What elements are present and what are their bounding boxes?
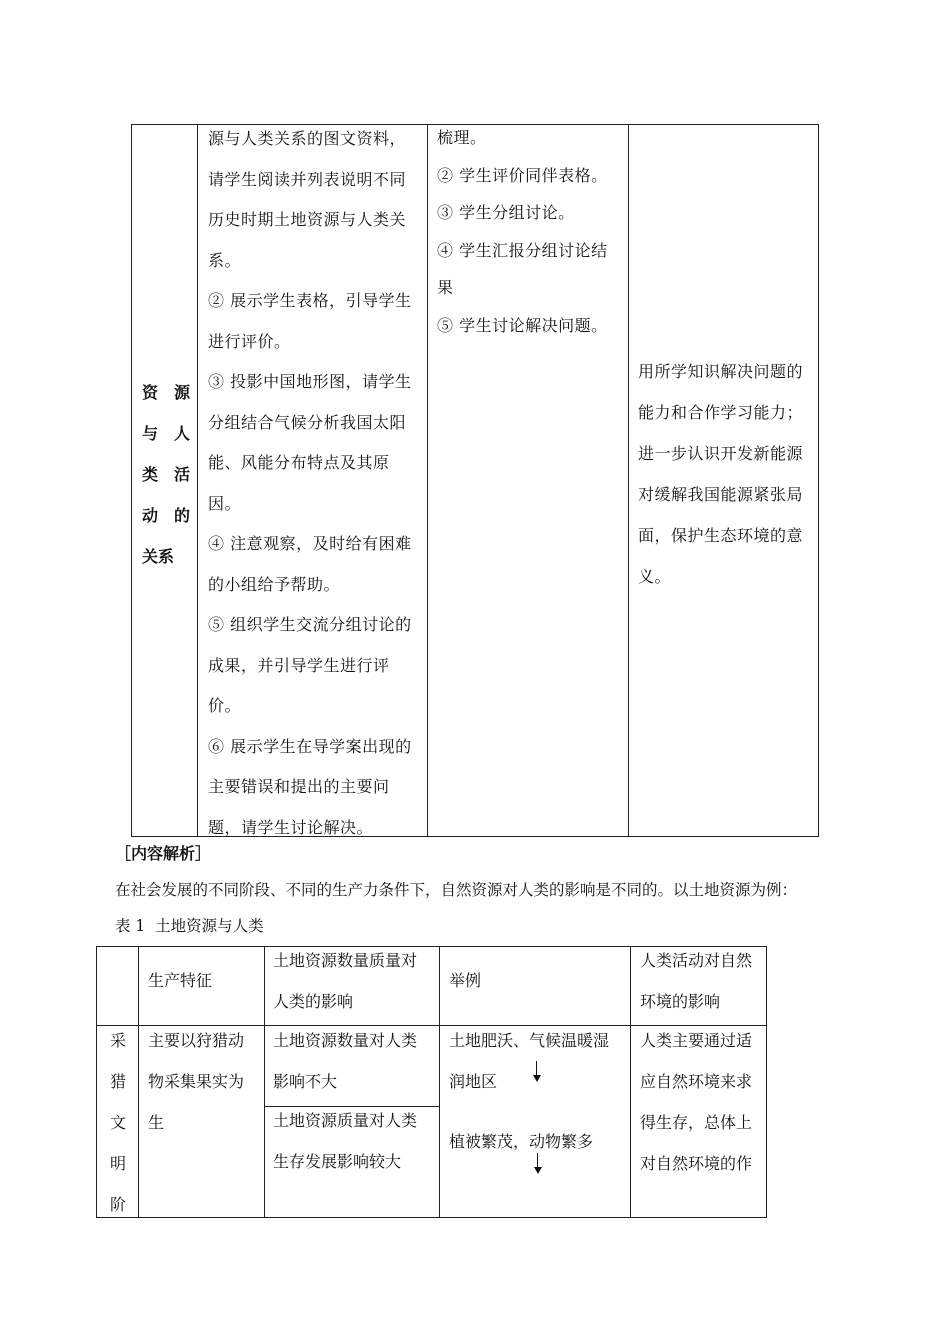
text-line: 能力和合作学习能力；	[638, 403, 804, 422]
lesson-table	[131, 124, 819, 837]
human-activity-cell	[640, 1020, 766, 1184]
row-header-char: 人	[173, 424, 190, 443]
header-human-activity	[640, 940, 766, 1022]
text-line: ⑥ 展示学生在导学案出现的	[208, 736, 412, 756]
text-line: 土地资源数量对人类	[273, 1031, 418, 1050]
down-arrow-icon	[533, 1075, 541, 1082]
text-line: 土地资源质量对人类	[273, 1111, 418, 1130]
text-line: 进一步认识开发新能源	[638, 444, 804, 463]
text-line: ② 展示学生表格，引导学生	[208, 291, 412, 310]
text-line: 价。	[208, 696, 242, 715]
text-line: 成果，并引导学生进行评	[208, 655, 390, 675]
header-line: 土地资源数量质量对	[273, 951, 418, 970]
example-cell	[449, 1020, 629, 1102]
text-line: 义。	[638, 567, 672, 586]
text-line: 用所学知识解决问题的	[638, 362, 804, 381]
column-divider	[439, 947, 440, 1217]
text-line: ③ 学生分组讨论。	[437, 203, 575, 222]
section-heading: ［内容解析］	[115, 844, 212, 863]
text-line: 影响不大	[273, 1072, 338, 1091]
land-resource-table	[96, 946, 767, 1218]
header-line: 人类的影响	[273, 992, 354, 1011]
header-production: 生产特征	[148, 971, 213, 990]
intro-paragraph: 在社会发展的不同阶段、不同的生产力条件下，自然资源对人类的影响是不同的。以土地资源为例：	[115, 881, 798, 899]
text-line: 题，请学生讨论解决。	[208, 817, 374, 837]
teacher-activity-cell	[208, 119, 423, 848]
text-line: 人类主要通过适	[640, 1031, 753, 1050]
text-line: 应自然环境来求	[640, 1072, 753, 1091]
text-line: 历史时期土地资源与人类关	[208, 210, 407, 229]
down-arrow-icon	[537, 1153, 538, 1168]
text-line: 请学生阅读并列表说明不同	[208, 169, 407, 189]
text-line: 因。	[208, 493, 242, 513]
header-line: 环境的影响	[640, 992, 721, 1011]
stage-char: 阶	[109, 1195, 126, 1214]
header-example: 举例	[449, 971, 482, 990]
example-cell-lower: 植被繁茂，动物繁多	[449, 1132, 594, 1151]
impact-quality-cell	[273, 1100, 437, 1182]
text-line: ⑤ 学生讨论解决问题。	[437, 315, 608, 335]
column-divider	[628, 125, 629, 836]
text-line: 主要错误和提出的主要问	[208, 777, 390, 796]
impact-quantity-cell	[273, 1020, 437, 1102]
text-line: ④ 注意观察，及时给有困难	[208, 534, 412, 553]
header-impact	[273, 940, 437, 1022]
text-line: 土地肥沃、气候温暖湿	[449, 1031, 610, 1050]
text-line: 对缓解我国能源紧张局	[638, 485, 804, 504]
column-divider	[427, 125, 428, 836]
text-line: 得生存，总体上	[640, 1113, 753, 1132]
text-line: 分组结合气候分析我国太阳	[208, 412, 407, 432]
design-intent-cell	[638, 351, 816, 597]
text-line: 果	[437, 278, 454, 297]
text-line: ② 学生评价同伴表格。	[437, 165, 608, 185]
text-line: 生	[148, 1113, 165, 1132]
row-header-char: 资	[142, 383, 159, 402]
row-header-char: 类	[142, 465, 159, 484]
text-line: 系。	[208, 250, 242, 270]
text-line: 物采集果实为	[148, 1072, 245, 1091]
text-line: 对自然环境的作	[640, 1154, 753, 1173]
column-divider	[197, 125, 198, 836]
text-line: 面，保护生态环境的意	[638, 526, 804, 545]
text-line: ⑤ 组织学生交流分组讨论的	[208, 615, 412, 634]
text-line: 能、风能分布特点及其原	[208, 453, 390, 472]
row-header-char: 活	[173, 465, 190, 484]
text-line: 主要以狩猎动	[148, 1031, 245, 1050]
header-line: 人类活动对自然	[640, 951, 753, 970]
student-activity-cell	[437, 119, 625, 344]
stage-label	[106, 1020, 130, 1225]
text-line: 的小组给予帮助。	[208, 574, 341, 594]
down-arrow-icon	[534, 1167, 542, 1174]
row-header-char: 源	[173, 383, 190, 402]
text-line: 润地区	[449, 1072, 498, 1091]
text-line: ④ 学生汇报分组讨论结	[437, 240, 608, 260]
stage-char: 采	[109, 1031, 126, 1050]
text-line: 生存发展影响较大	[273, 1152, 402, 1171]
down-arrow-icon	[536, 1061, 537, 1076]
text-line: 梳理。	[437, 128, 487, 147]
text-line: 进行评价。	[208, 331, 291, 351]
row-header-char: 关系	[142, 547, 175, 566]
row-header-char: 动	[142, 506, 159, 525]
stage-char: 猎	[109, 1072, 126, 1091]
production-cell	[148, 1020, 262, 1143]
row-header	[142, 372, 190, 577]
row-header-char: 与	[142, 424, 159, 443]
column-divider	[264, 947, 265, 1217]
column-divider	[630, 947, 631, 1217]
row-header-char: 的	[173, 506, 190, 525]
table-caption: 表 1 土地资源与人类	[115, 917, 264, 935]
stage-char: 明	[109, 1154, 126, 1173]
text-line: ③ 投影中国地形图，请学生	[208, 372, 412, 391]
stage-char: 文	[109, 1113, 126, 1132]
column-divider	[138, 947, 139, 1217]
text-line: 源与人类关系的图文资料，	[208, 129, 407, 148]
